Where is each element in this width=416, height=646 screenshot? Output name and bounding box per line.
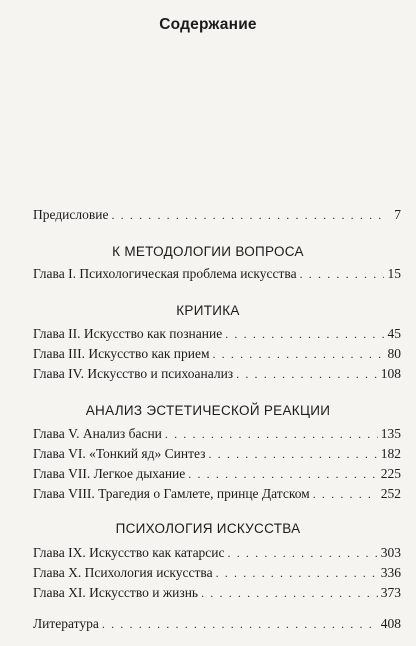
entry-label: Глава VI. «Тонкий яд» Синтез bbox=[33, 446, 206, 461]
toc-entry-chapter-8[interactable] bbox=[33, 486, 401, 504]
entry-label: Глава II. Искусство как познание bbox=[33, 326, 223, 341]
dot-leader bbox=[165, 427, 378, 442]
entry-label: Глава V. Анализ басни bbox=[33, 426, 162, 441]
toc-entry-chapter-4[interactable] bbox=[33, 366, 401, 384]
entry-page-number: 45 bbox=[387, 326, 401, 341]
dot-leader bbox=[111, 208, 384, 223]
entry-label: Глава IX. Искусство как катарсис bbox=[33, 545, 225, 560]
entry-label: Глава VII. Легкое дыхание bbox=[33, 466, 186, 481]
entry-label: Глава III. Искусство как прием bbox=[33, 346, 210, 361]
entry-page-number: 182 bbox=[380, 446, 401, 461]
dot-leader bbox=[212, 347, 384, 362]
toc-entry-chapter-7[interactable] bbox=[33, 466, 401, 484]
entry-page-number: 225 bbox=[380, 466, 401, 481]
dot-leader bbox=[208, 447, 377, 462]
toc-entry-chapter-6[interactable] bbox=[33, 446, 401, 464]
entry-page-number: 7 bbox=[394, 207, 401, 222]
dot-leader bbox=[188, 467, 377, 482]
dot-leader bbox=[300, 267, 384, 282]
entry-page-number: 408 bbox=[380, 616, 401, 631]
section-heading-methodology: К МЕТОДОЛОГИИ ВОПРОСА bbox=[112, 244, 304, 259]
toc-entry-preface[interactable] bbox=[33, 207, 401, 225]
section-heading-aesthetic-reaction: АНАЛИЗ ЭСТЕТИЧЕСКОЙ РЕАКЦИИ bbox=[85, 403, 331, 418]
entry-page-number: 80 bbox=[387, 346, 401, 361]
entry-label: Глава X. Психология искусства bbox=[33, 565, 213, 580]
toc-entry-literature[interactable] bbox=[33, 616, 401, 634]
toc-entry-chapter-1[interactable] bbox=[33, 266, 401, 284]
section-heading-psychology-of-art: ПСИХОЛОГИЯ ИСКУССТВА bbox=[115, 521, 301, 536]
entry-page-number: 303 bbox=[380, 545, 401, 560]
dot-leader bbox=[228, 546, 378, 561]
dot-leader bbox=[201, 586, 378, 601]
dot-leader bbox=[216, 566, 378, 581]
section-heading-critique: КРИТИКА bbox=[176, 303, 240, 318]
entry-label: Глава XI. Искусство и жизнь bbox=[33, 585, 199, 600]
entry-page-number: 336 bbox=[380, 565, 401, 580]
toc-entry-chapter-9[interactable] bbox=[33, 545, 401, 563]
dot-leader bbox=[236, 367, 378, 382]
toc-entry-chapter-5[interactable] bbox=[33, 426, 401, 444]
toc-entry-chapter-11[interactable] bbox=[33, 585, 401, 603]
dot-leader bbox=[225, 327, 384, 342]
entry-page-number: 15 bbox=[387, 266, 401, 281]
entry-page-number: 373 bbox=[380, 585, 401, 600]
toc-entry-chapter-10[interactable] bbox=[33, 565, 401, 583]
toc-title: Содержание bbox=[159, 16, 257, 33]
entry-label: Глава VIII. Трагедия о Гамлете, принце Датском bbox=[33, 486, 310, 501]
dot-leader bbox=[313, 487, 378, 502]
entry-label: Предисловие bbox=[33, 207, 109, 222]
entry-label: Литература bbox=[33, 616, 99, 631]
entry-page-number: 108 bbox=[380, 366, 401, 381]
dot-leader bbox=[102, 617, 378, 632]
toc-entry-chapter-3[interactable] bbox=[33, 346, 401, 364]
entry-label: Глава I. Психологическая проблема искусства bbox=[33, 266, 297, 281]
entry-page-number: 252 bbox=[380, 486, 401, 501]
entry-label: Глава IV. Искусство и психоанализ bbox=[33, 366, 234, 381]
toc-entry-chapter-2[interactable] bbox=[33, 326, 401, 344]
entry-page-number: 135 bbox=[380, 426, 401, 441]
